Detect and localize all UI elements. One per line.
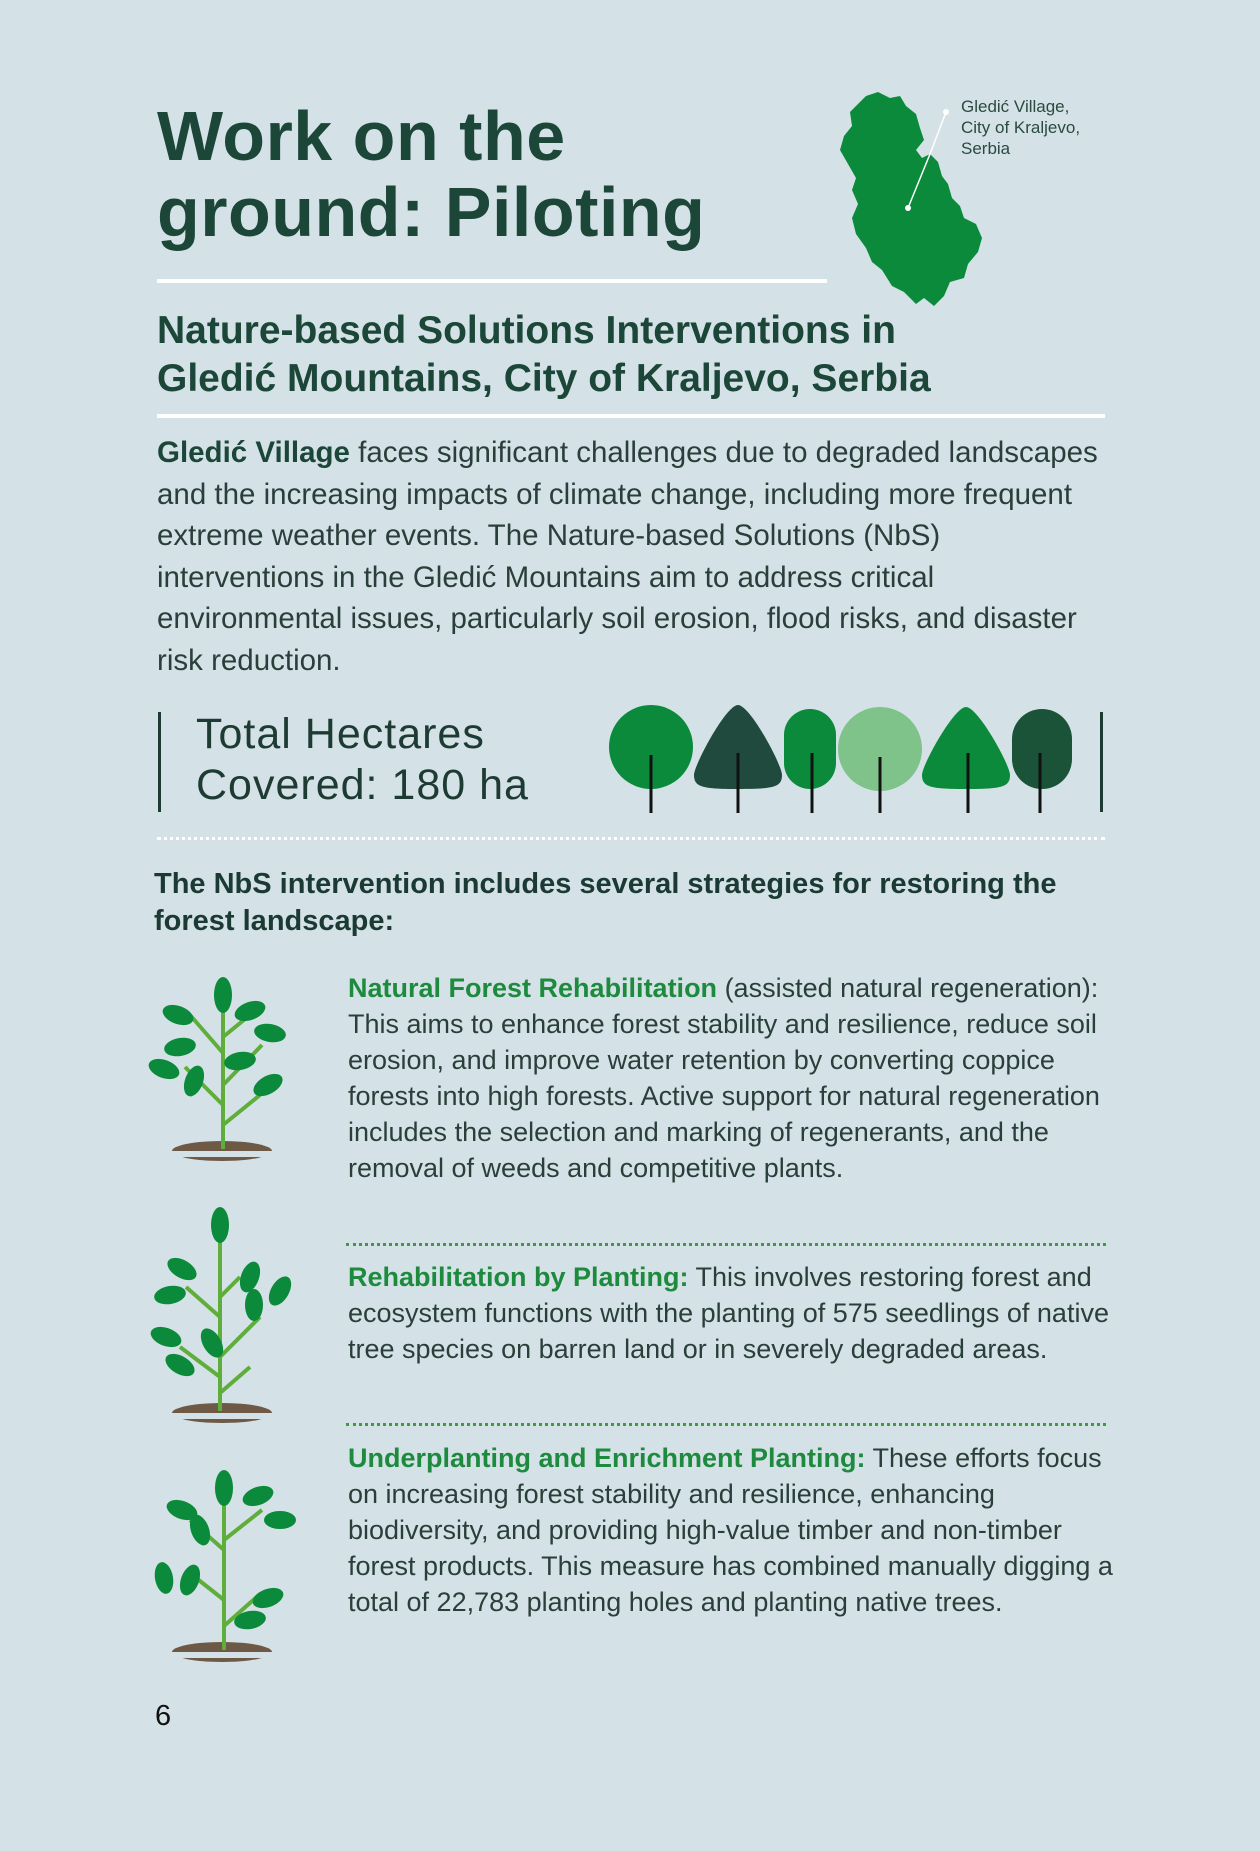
subtitle-line-1: Nature-based Solutions Interventions in <box>157 309 896 352</box>
strategy-divider-1 <box>346 1243 1106 1246</box>
strategy-rehabilitation-by-planting <box>348 1259 1118 1367</box>
tree-icon-6 <box>1012 709 1072 813</box>
title-line-2: ground: Piloting <box>157 173 706 251</box>
strategy-1-text: (assisted natural regeneration): This aims to enhance forest stability and resilience, reduce soil erosion, and improve water retention by converting coppice forests into high forests. Active support for natural regeneration includes the selection and marking of regenerants, and the removal of weeds and competitive plants. <box>348 973 1100 1183</box>
title-line-1: Work on the <box>157 97 566 175</box>
hectares-line-2: Covered: 180 ha <box>196 761 529 809</box>
tree-row-icon <box>608 705 1088 815</box>
seedling-icon-1 <box>150 975 300 1155</box>
tree-icon-5 <box>922 707 1010 813</box>
map-label-line-2: City of Kraljevo, <box>961 118 1081 137</box>
subtitle-divider <box>157 414 1105 418</box>
page-title <box>157 98 857 250</box>
intro-highlight: Gledić Village <box>157 436 350 469</box>
strategy-2-text: This involves restoring forest and ecosystem functions with the planting of 575 seedlings of native tree species on barren land or in severely degraded areas. <box>348 1262 1109 1364</box>
strategies-lead: The NbS intervention includes several strategies for restoring the forest landscape: <box>154 868 1057 937</box>
strategy-divider-2 <box>346 1423 1106 1426</box>
seedling-icon-3 <box>150 1470 300 1655</box>
strategy-underplanting-enrichment <box>348 1440 1118 1620</box>
intro-text: faces significant challenges due to degraded landscapes and the increasing impacts of climate change, including more frequent extreme weather events. The Nature-based Solutions (NbS) interventions in the Gledić Mountains aim to address critical environmental issues, particularly soil erosion, flood risks, and disaster risk reduction. <box>157 436 1098 677</box>
map-location-label <box>961 96 1161 159</box>
stats-right-bar <box>1100 712 1103 812</box>
map-label-line-3: Serbia <box>961 139 1011 158</box>
section-subtitle <box>157 307 1117 403</box>
map-label-line-1: Gledić Village, <box>961 97 1070 116</box>
intro-paragraph <box>157 432 1107 681</box>
hectares-line-1: Total Hectares <box>196 710 485 758</box>
stats-divider <box>157 837 1105 840</box>
stats-left-bar <box>158 712 161 812</box>
tree-icon-3 <box>784 709 836 813</box>
seedling-icon-2 <box>150 1207 300 1417</box>
title-divider <box>157 279 827 283</box>
tree-icon-2 <box>694 705 782 813</box>
subtitle-line-2: Gledić Mountains, City of Kraljevo, Serbia <box>157 357 931 400</box>
tree-icon-1 <box>609 705 693 813</box>
tree-icon-4 <box>838 707 922 813</box>
strategy-3-text: These efforts focus on increasing forest stability and resilience, enhancing biodiversity, and providing high-value timber and non-timber forest products. This measure has combined manually digging a total of 22,783 planting holes and planting native trees. <box>348 1443 1113 1617</box>
strategy-3-name: Underplanting and Enrichment Planting: <box>348 1443 866 1473</box>
strategy-1-name: Natural Forest Rehabilitation <box>348 973 718 1003</box>
strategy-natural-forest-rehabilitation <box>348 970 1118 1186</box>
total-hectares <box>196 709 616 811</box>
strategy-2-name: Rehabilitation by Planting: <box>348 1262 689 1292</box>
page-number: 6 <box>155 1700 172 1732</box>
